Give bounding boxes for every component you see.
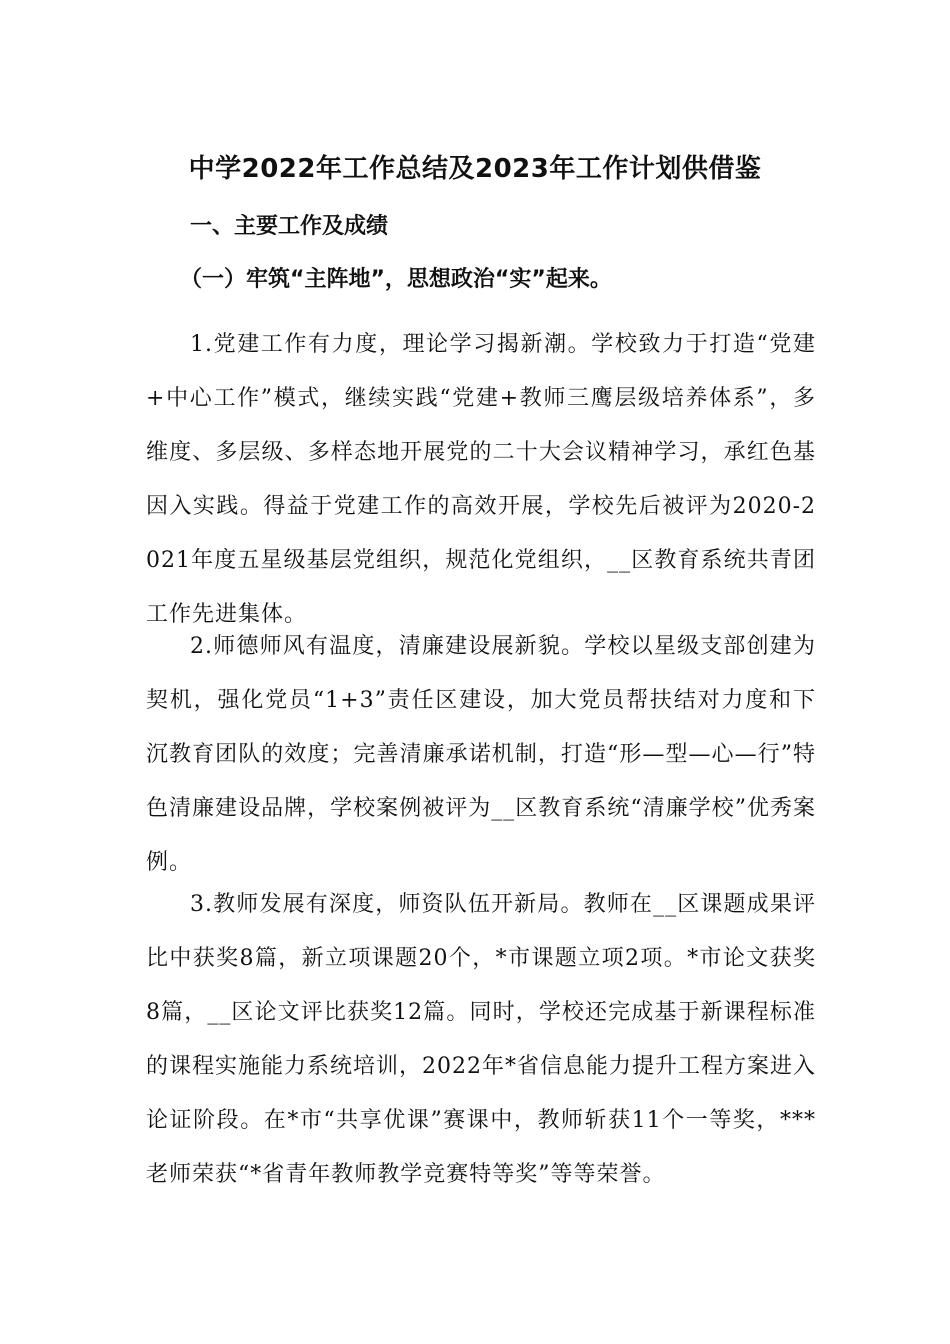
- document-title: 中学2022年工作总结及2023年工作计划供借鉴: [188, 154, 762, 184]
- paragraph-teacher-development: 3.教师发展有深度，师资队伍开新局。教师在__区课题成果评比中获奖8篇，新立项课题20个，*市课题立项2项。*市论文获奖8篇，__区论文评比获奖12篇。同时，学校还完成基于新课程标准的课程实施能力系统培训，2022年*省信息能力提升工程方案进入论证阶段。在*市“共享优课”赛课中，教师斩获11个一等奖，***老师荣获“*省青年教师教学竞赛特等奖”等等荣誉。: [146, 892, 816, 1187]
- paragraph-teacher-ethics: 2.师德师风有温度，清廉建设展新貌。学校以星级支部创建为契机，强化党员“1+3”责任区建设，加大党员帮扶结对力度和下沉教育团队的效度；完善清廉承诺机制，打造“形—型—心—行”特色清廉建设品牌，学校案例被评为__区教育系统“清廉学校”优秀案例。: [146, 634, 816, 875]
- section-heading: 一、主要工作及成绩: [190, 214, 389, 239]
- paragraph-party-building: 1.党建工作有力度，理论学习揭新潮。学校致力于打造“党建+中心工作”模式，继续实践“党建+教师三鹰层级培养体系”，多维度、多层级、多样态地开展党的二十大会议精神学习，承红色基因入实践。得益于党建工作的高效开展，学校先后被评为2020-2021年度五星级基层党组织，规范化党组织，__区教育系统共青团工作先进集体。: [146, 332, 816, 627]
- subsection-heading: （一）牢筑“主阵地”，思想政治“实”起来。: [180, 267, 612, 292]
